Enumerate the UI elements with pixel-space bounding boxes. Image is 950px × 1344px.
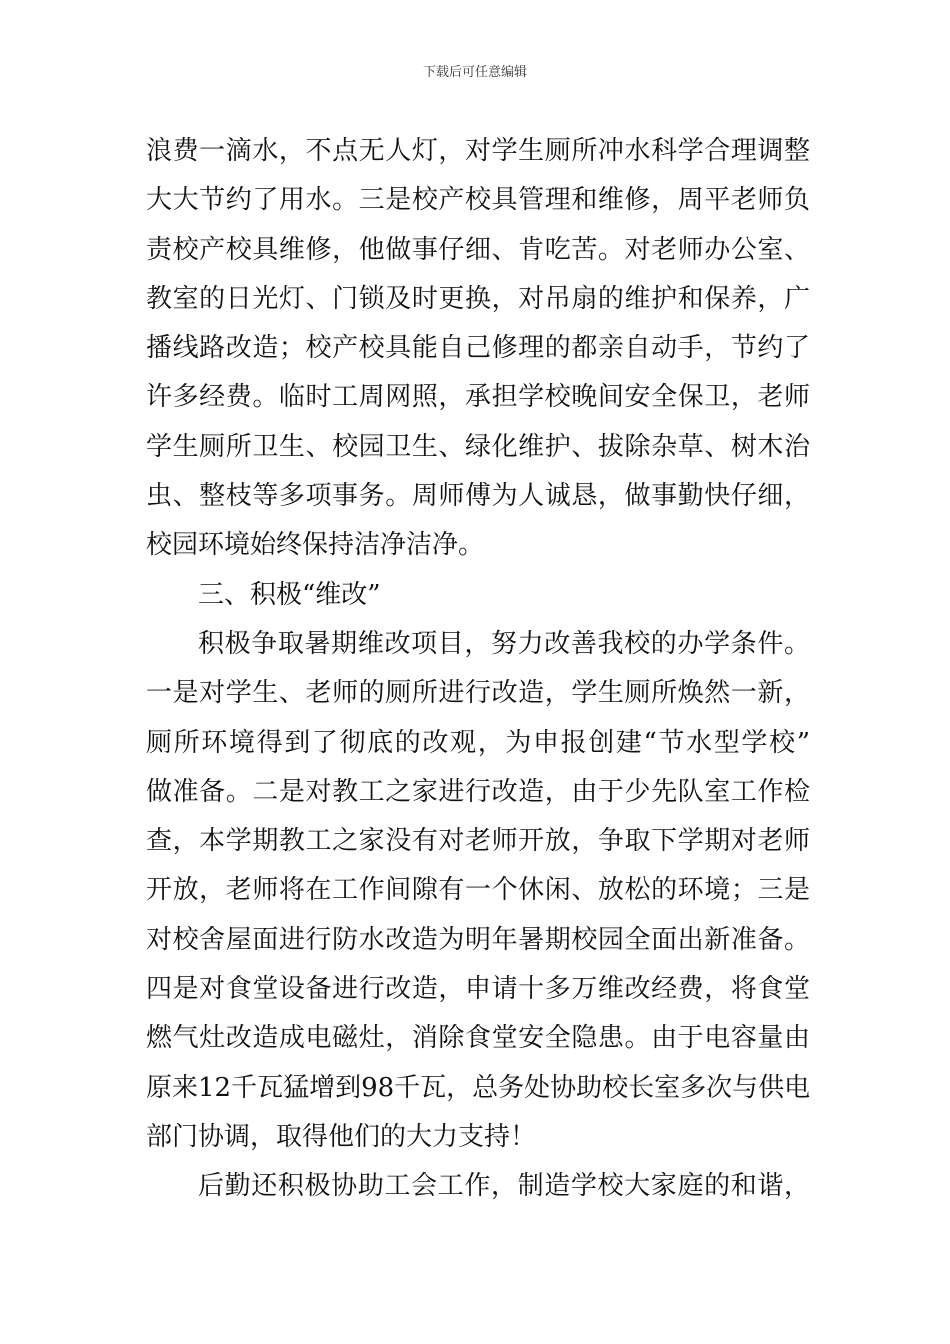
text-line: 原来12千瓦猛增到98千瓦，总务处协助校长室多次与供电 — [146, 1072, 810, 1103]
text-line: 部门协调，取得他们的大力支持！ — [146, 1121, 537, 1152]
text-line: 三、积极“维改” — [198, 579, 381, 610]
text-line: 开放，老师将在工作间隙有一个休闲、放松的环境；三是 — [146, 875, 810, 906]
text-line: 厕所环境得到了彻底的改观，为申报创建“节水型学校” — [146, 727, 810, 758]
text-line: 积极争取暑期维改项目，努力改善我校的办学条件。 — [198, 628, 810, 659]
text-line: 四是对食堂设备进行改造，申请十多万维改经费，将食堂 — [146, 974, 810, 1005]
text-line: 后勤还积极协助工会工作，制造学校大家庭的和谐， — [198, 1171, 810, 1202]
text-line: 播线路改造；校产校具能自己修理的都亲自动手，节约了 — [146, 333, 810, 364]
text-line: 校园环境始终保持洁净洁净。 — [146, 530, 485, 561]
text-line: 查，本学期教工之家没有对老师开放，争取下学期对老师 — [146, 826, 810, 857]
text-line: 许多经费。临时工周网照，承担学校晚间安全保卫，老师 — [146, 382, 810, 413]
text-line: 做准备。二是对教工之家进行改造，由于少先队室工作检 — [146, 776, 810, 807]
text-line: 责校产校具维修，他做事仔细、肯吃苦。对老师办公室、 — [146, 234, 810, 265]
text-line: 燃气灶改造成电磁灶，消除食堂安全隐患。由于电容量由 — [146, 1023, 810, 1054]
text-line: 一是对学生、老师的厕所进行改造，学生厕所焕然一新， — [146, 678, 810, 709]
text-line: 浪费一滴水，不点无人灯，对学生厕所冲水科学合理调整 — [146, 136, 810, 166]
text-line: 大大节约了用水。三是校产校具管理和维修，周平老师负 — [146, 185, 810, 216]
page-header-note: 下载后可任意编辑 — [422, 65, 527, 80]
text-line: 教室的日光灯、门锁及时更换，对吊扇的维护和保养，广 — [146, 283, 810, 314]
document-body — [146, 127, 810, 1212]
text-line: 学生厕所卫生、校园卫生、绿化维护、拔除杂草、树木治 — [146, 431, 810, 462]
text-line: 虫、整枝等多项事务。周师傅为人诚恳，做事勤快仔细， — [146, 481, 810, 512]
text-line: 对校舍屋面进行防水改造为明年暑期校园全面出新准备。 — [146, 924, 810, 955]
